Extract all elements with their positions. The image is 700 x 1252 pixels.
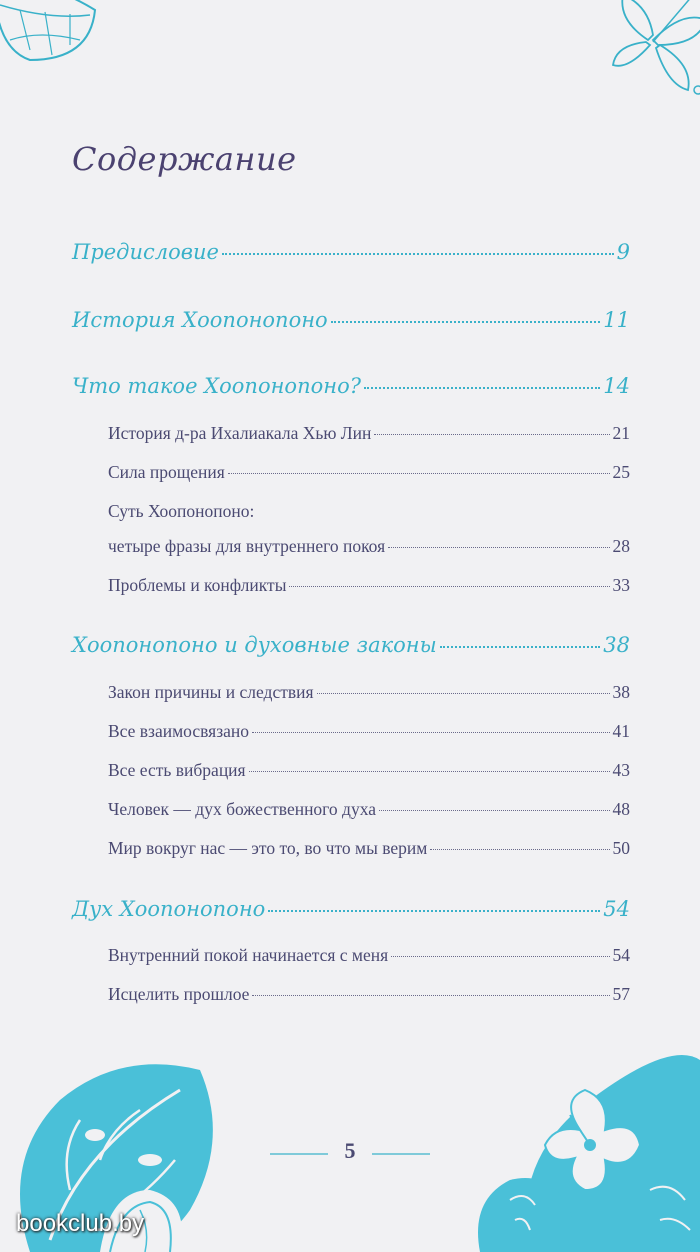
toc-subitem[interactable]	[108, 682, 630, 703]
toc-label: История д-ра Ихалиакала Хью Лин	[108, 423, 372, 443]
toc-label: Мир вокруг нас — это то, во что мы верим	[108, 838, 428, 858]
toc-subitem[interactable]	[108, 984, 630, 1005]
toc-leader	[364, 387, 600, 389]
toc-leader	[228, 473, 610, 474]
toc-leader	[440, 646, 601, 648]
toc-page: 54	[612, 945, 630, 965]
toc-subitem[interactable]	[108, 462, 630, 483]
hibiscus-flower-icon	[470, 1040, 700, 1252]
toc-subitem[interactable]	[108, 838, 630, 859]
toc-page: 33	[612, 575, 630, 595]
toc-page: 48	[612, 799, 630, 819]
toc-chapter[interactable]	[72, 308, 630, 332]
toc-page: 50	[612, 838, 630, 858]
toc-label: Предисловие	[72, 240, 219, 264]
toc-leader	[388, 547, 609, 548]
toc-label: Дух Хоопонопоно	[72, 897, 266, 921]
toc-leader	[374, 434, 609, 435]
toc-label: Человек — дух божественного духа	[108, 799, 376, 819]
toc-subitem[interactable]	[108, 945, 630, 966]
page-number: 5	[344, 1138, 356, 1163]
toc-label: Проблемы и конфликты	[108, 575, 287, 595]
toc-page: 38	[603, 633, 630, 657]
toc-page: 14	[603, 374, 630, 398]
toc-page: 11	[603, 308, 630, 332]
toc-subitem[interactable]	[108, 423, 630, 444]
toc-label: Исцелить прошлое	[108, 984, 250, 1004]
toc-page: 21	[612, 423, 630, 443]
toc-chapter[interactable]	[72, 633, 630, 657]
toc-leader	[379, 810, 610, 811]
toc-leader	[222, 253, 614, 255]
toc-page: 38	[612, 682, 630, 702]
toc-leader	[268, 910, 600, 912]
toc-page: 28	[612, 536, 630, 556]
hibiscus-outline-icon	[598, 0, 700, 105]
toc-page: 43	[612, 760, 630, 780]
toc-subitem[interactable]	[108, 760, 630, 781]
toc-label: Закон причины и следствия	[108, 682, 314, 702]
leaf-outline-icon	[0, 0, 120, 90]
toc-leader	[252, 995, 609, 996]
toc-subitem[interactable]	[108, 575, 630, 596]
toc-chapter[interactable]	[72, 240, 630, 264]
toc-subitem-line1: Суть Хоопонопоно:	[108, 501, 255, 521]
toc-page: 54	[603, 897, 630, 921]
toc-page: 25	[612, 462, 630, 482]
toc-label: Все взаимосвязано	[108, 721, 250, 741]
toc-page: 9	[616, 240, 630, 264]
toc-chapter[interactable]	[72, 897, 630, 921]
toc-label: Хоопонопоно и духовные законы	[72, 633, 437, 657]
toc-chapter[interactable]	[72, 374, 630, 398]
toc-label: четыре фразы для внутреннего покоя	[108, 536, 386, 556]
toc-page: 57	[612, 984, 630, 1004]
page-title: Содержание	[72, 140, 297, 178]
toc-leader	[289, 586, 609, 587]
page-number-block	[270, 1138, 430, 1168]
toc-label: История Хоопонопоно	[72, 308, 328, 332]
toc-subitem[interactable]	[108, 799, 630, 820]
toc-leader	[317, 693, 610, 694]
watermark: bookclub.by	[16, 1210, 145, 1237]
toc-subitem[interactable]	[108, 721, 630, 742]
toc-label: Все есть вибрация	[108, 760, 246, 780]
toc-page: 41	[612, 721, 630, 741]
toc-label: Внутренний покой начинается с меня	[108, 945, 389, 965]
toc-leader	[249, 771, 610, 772]
toc-leader	[391, 956, 609, 957]
toc-label: Сила прощения	[108, 462, 225, 482]
toc-leader	[430, 849, 609, 850]
toc-leader	[331, 321, 601, 323]
toc-label: Что такое Хоопонопоно?	[72, 374, 361, 398]
toc-subitem[interactable]	[108, 536, 630, 557]
toc-leader	[252, 732, 609, 733]
